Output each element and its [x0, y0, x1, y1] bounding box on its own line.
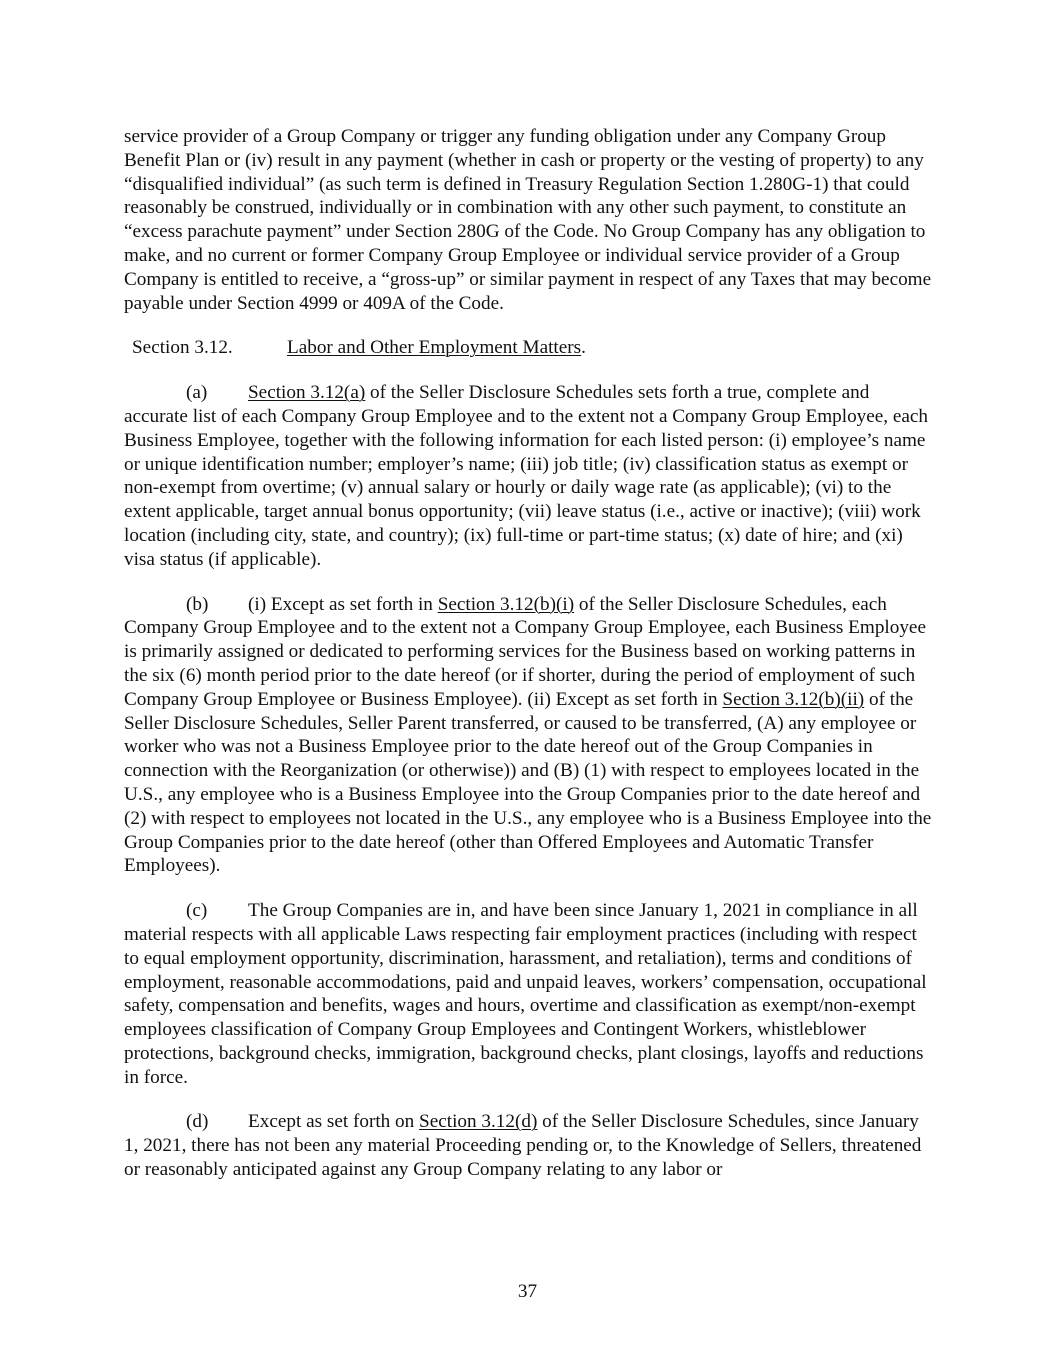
- section-title: Labor and Other Employment Matters: [287, 337, 582, 359]
- subsection-b-reference-2: Section 3.12(b)(ii): [722, 688, 865, 710]
- section-number: Section 3.12.: [132, 337, 233, 359]
- subsection-d-text-2: of the Seller Disclosure Schedules, since January 1, 2021, there has not been any material Proceeding pending or, to the Knowledge of Sellers, threatened or reasonably anticipated against any Group Company relating to any labor or: [124, 1111, 922, 1181]
- subsection-a-reference: Section 3.12(a): [248, 382, 366, 404]
- section-heading: [124, 336, 936, 360]
- subsection-d-reference: Section 3.12(d): [419, 1111, 538, 1133]
- subsection-c-text: The Group Companies are in, and have been since January 1, 2021 in compliance in all material respects with all applicable Laws respecting fair employment practices (including with respect to equal employment opportunity, discrimination, harassment, and retaliation), terms and conditions of employment, reasonable accommodations, paid and unpaid leaves, workers’ compensation, occupational safety, compensation and benefits, wages and hours, overtime and classification as exempt/non-exempt employees classification of Company Group Employees and Contingent Workers, whistleblower protections, background checks, immigration, background checks, plant closings, layoffs and reductions in force.: [124, 900, 927, 1088]
- subsection-c: [124, 899, 936, 1089]
- subsection-b-text-1: (i) Except as set forth in: [248, 593, 438, 615]
- subsection-b-text-3: of the Seller Disclosure Schedules, Seller Parent transferred, or caused to be transferred, (A) any employee or worker who was not a Business Employee prior to the date hereof out of the Group Companies in connection with the Reorganization (or otherwise)) and (B) (1) with respect to employees located in the U.S., any employee who is a Business Employee into the Group Companies prior to the date hereof and (2) with respect to employees not located in the U.S., any employee who is a Business Employee into the Group Companies prior to the date hereof (other than Offered Employees and Automatic Transfer Employees).: [124, 688, 932, 877]
- section-title-period: .: [581, 337, 586, 359]
- subsection-c-label: (c): [186, 900, 208, 922]
- subsection-d-text-1: Except as set forth on: [248, 1111, 420, 1133]
- subsection-b: [124, 593, 936, 879]
- subsection-b-text-2: of the Seller Disclosure Schedules, each Company Group Employee and to the extent not a Company Group Employee, each Business Employee is primarily assigned or dedicated to performing services for the Business based on working patterns in the six (6) month period prior to the date hereof (or if shorter, during the period of employment of such Company Group Employee or Business Employee). (ii) Except as set forth in: [124, 593, 926, 710]
- page-body: [124, 125, 936, 1182]
- subsection-b-reference-1: Section 3.12(b)(i): [437, 593, 575, 615]
- subsection-b-label: (b): [186, 593, 209, 615]
- subsection-a: [124, 381, 936, 571]
- page-number: 37: [517, 1281, 538, 1302]
- subsection-a-label: (a): [186, 382, 208, 404]
- subsection-a-text: of the Seller Disclosure Schedules sets forth a true, complete and accurate list of each Company Group Employee and to the extent not a Company Group Employee, each Business Employee, together with the following information for each listed person: (i) employee’s name or unique identification number; employer’s name; (iii) job title; (iv) classification status as exempt or non-exempt from overtime; (v) annual salary or hourly or daily wage rate (as applicable); (vi) to the extent applicable, target annual bonus opportunity; (vii) leave status (i.e., active or inactive); (viii) work location (including city, state, and country); (ix) full-time or part-time status; (x) date of hire; and (xi) visa status (if applicable).: [124, 382, 929, 570]
- continuation-paragraph: service provider of a Group Company or trigger any funding obligation under any Company Group Benefit Plan or (iv) result in any payment (whether in cash or property or the vesting of property) to any “disqualified individual” (as such term is defined in Treasury Regulation Section 1.280G-1) that could reasonably be construed, individually or in combination with any other such payment, to constitute an “excess parachute payment” under Section 280G of the Code. No Group Company has any obligation to make, and no current or former Company Group Employee or individual service provider of a Group Company is entitled to receive, a “gross-up” or similar payment in respect of any Taxes that may become payable under Section 4999 or 409A of the Code.: [124, 126, 932, 314]
- subsection-d-label: (d): [186, 1111, 209, 1133]
- subsection-d: [124, 1110, 936, 1181]
